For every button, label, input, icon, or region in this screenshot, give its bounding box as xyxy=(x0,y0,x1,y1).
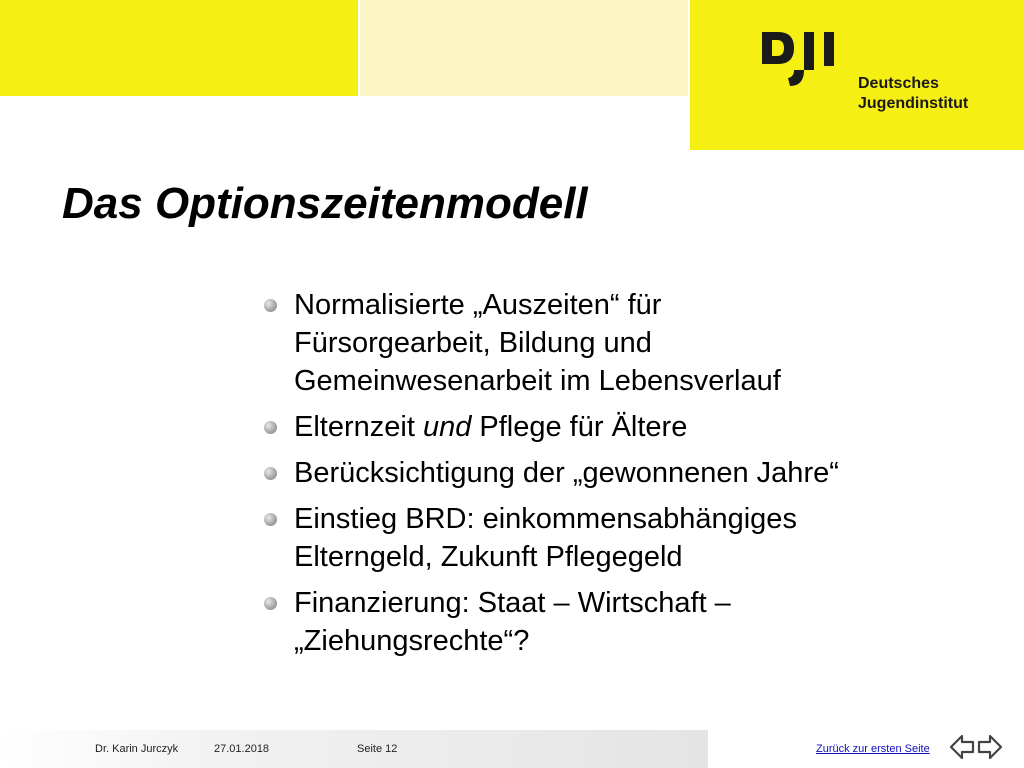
bullet-text-after: Pflege für Ältere xyxy=(471,411,688,443)
bullet-line: Berücksichtigung der „gewonnenen Jahre“ xyxy=(294,457,839,489)
slide-title: Das Optionszeitenmodell xyxy=(62,179,588,228)
bullet-item xyxy=(262,408,962,446)
bullet-item xyxy=(262,500,962,576)
prev-next-arrows-icon[interactable] xyxy=(948,731,1004,763)
header-yellow-block-left xyxy=(0,0,358,96)
back-to-first-slide-link[interactable]: Zurück zur ersten Seite xyxy=(816,743,930,755)
header-cream-block xyxy=(360,0,688,96)
bullet-text-before: Elternzeit xyxy=(294,411,423,443)
bullet-line: Elterngeld, Zukunft Pflegegeld xyxy=(294,541,683,573)
bullet-item xyxy=(262,286,962,400)
bullet-item xyxy=(262,584,962,660)
bullet-dot-icon xyxy=(264,299,277,312)
bullet-dot-icon xyxy=(264,513,277,526)
bullet-line: Normalisierte „Auszeiten“ für xyxy=(294,289,662,321)
bullet-line: „Ziehungsrechte“? xyxy=(294,625,530,657)
bullet-dot-icon xyxy=(264,421,277,434)
logo-text-jugendinstitut: Jugendinstitut xyxy=(858,95,969,112)
footer-page-number: Seite 12 xyxy=(357,743,398,755)
logo-text-deutsches: Deutsches xyxy=(858,75,939,92)
bullet-list xyxy=(262,286,962,668)
footer-date: 27.01.2018 xyxy=(214,743,270,755)
bullet-line: Finanzierung: Staat – Wirtschaft – xyxy=(294,587,731,619)
bullet-line: Fürsorgearbeit, Bildung und xyxy=(294,327,652,359)
bullet-line: Gemeinwesenarbeit im Lebensverlauf xyxy=(294,365,781,397)
dji-logo-mark-icon xyxy=(760,28,856,92)
bullet-dot-icon xyxy=(264,467,277,480)
dji-logo xyxy=(760,28,980,128)
bullet-dot-icon xyxy=(264,597,277,610)
bullet-item xyxy=(262,454,962,492)
bullet-text-emphasis: und xyxy=(422,411,472,443)
footer-author: Dr. Karin Jurczyk xyxy=(95,743,179,755)
bullet-line: Einstieg BRD: einkommensabhängiges xyxy=(294,503,797,535)
